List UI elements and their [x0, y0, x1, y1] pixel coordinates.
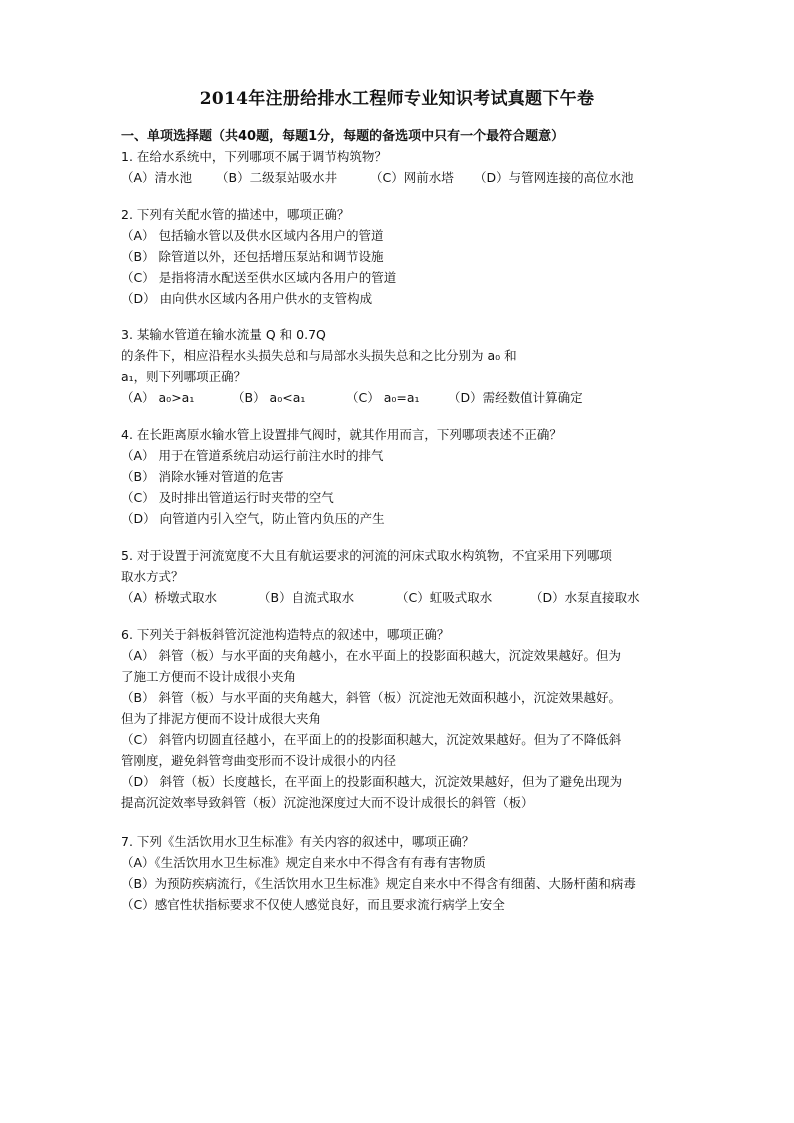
q2-option-d: （D） 由向供水区域内各用户供水的支管构成: [121, 291, 373, 306]
page-title: 2014年注册给排水工程师专业知识考试真题下午卷: [199, 89, 595, 109]
q7-option-c: （C）感官性状指标要求不仅使人感觉良好，而且要求流行病学上安全: [121, 897, 505, 912]
q7-option-b: （B）为预防疾病流行，《生活饮用水卫生标准》规定自来水中不得含有细菌、大肠杆菌和病毒: [121, 876, 636, 891]
q4-option-b: （B） 消除水锤对管道的危害: [121, 469, 284, 484]
q3-option-d: （D）需经数值计算确定: [448, 390, 583, 405]
q3-stem: 3. 某输水管道在输水流量 Q 和 0.7Q: [121, 327, 326, 342]
section-heading: 一、单项选择题（共40题，每题1分，每题的备选项中只有一个最符合题意）: [121, 129, 565, 144]
q1-option-c: （C）网前水塔: [370, 170, 454, 185]
q5-option-b: （B）自流式取水: [258, 590, 355, 605]
q7-option-a: （A）《生活饮用水卫生标准》规定自来水中不得含有有毒有害物质: [121, 855, 486, 870]
q6-option-b: （B） 斜管（板）与水平面的夹角越大，斜管（板）沉淀池无效面积越小，沉淀效果越好。: [121, 690, 622, 705]
q3-option-c: （C） a₀=a₁: [346, 390, 420, 405]
q2-option-c: （C） 是指将清水配送至供水区域内各用户的管道: [121, 270, 397, 285]
q4-option-d: （D） 向管道内引入空气，防止管内负压的产生: [121, 511, 385, 526]
q6-option-c-cont: 管刚度，避免斜管弯曲变形而不设计成很小的内径: [121, 753, 397, 768]
q6-option-a: （A） 斜管（板）与水平面的夹角越小，在水平面上的投影面积越大，沉淀效果越好。但为: [121, 648, 622, 663]
q5-line2: 取水方式？: [121, 569, 184, 584]
q6-option-c: （C） 斜管内切圆直径越小，在平面上的的投影面积越大，沉淀效果越好。但为了不降低斜: [121, 732, 622, 747]
q3-option-a: （A） a₀>a₁: [121, 390, 195, 405]
q6-option-a-cont: 了施工方便而不设计成很小夹角: [121, 669, 297, 684]
q6-option-d: （D） 斜管（板）长度越长，在平面上的投影面积越大，沉淀效果越好，但为了避免出现为: [121, 774, 623, 789]
q3-option-b: （B） a₀<a₁: [232, 390, 306, 405]
q6-option-b-cont: 但为了排泥方便而不设计成很大夹角: [121, 711, 322, 726]
q3-line2: 的条件下，相应沿程水头损失总和与局部水头损失总和之比分别为 a₀ 和: [121, 348, 517, 363]
q5-option-a: （A）桥墩式取水: [121, 590, 218, 605]
q5-option-c: （C）虹吸式取水: [396, 590, 493, 605]
q4-option-c: （C） 及时排出管道运行时夹带的空气: [121, 490, 334, 505]
q4-option-a: （A） 用于在管道系统启动运行前注水时的排气: [121, 448, 384, 463]
q4-stem: 4. 在长距离原水输水管上设置排气阀时，就其作用而言，下列哪项表述不正确？: [121, 427, 562, 442]
q5-option-d: （D）水泵直接取水: [530, 590, 640, 605]
q1-option-b: （B）二级泵站吸水井: [216, 170, 338, 185]
q7-stem: 7. 下列《生活饮用水卫生标准》有关内容的叙述中，哪项正确？: [121, 834, 475, 849]
q3-line3: a₁，则下列哪项正确？: [121, 369, 247, 384]
q1-stem: 1. 在给水系统中，下列哪项不属于调节构筑物？: [121, 149, 387, 164]
q6-option-d-cont: 提高沉淀效率导致斜管（板）沉淀池深度过大而不设计成很长的斜管（板）: [121, 795, 534, 810]
q6-stem: 6. 下列关于斜板斜管沉淀池构造特点的叙述中，哪项正确？: [121, 627, 450, 642]
q2-option-a: （A） 包括输水管以及供水区域内各用户的管道: [121, 228, 384, 243]
q2-stem: 2. 下列有关配水管的描述中，哪项正确？: [121, 207, 350, 222]
q1-option-d: （D）与管网连接的高位水池: [474, 170, 634, 185]
q5-stem: 5. 对于设置于河流宽度不大且有航运要求的河流的河床式取水构筑物，不宜采用下列哪项: [121, 548, 612, 563]
q2-option-b: （B） 除管道以外，还包括增压泵站和调节设施: [121, 249, 384, 264]
q1-option-a: （A）清水池: [121, 170, 193, 185]
